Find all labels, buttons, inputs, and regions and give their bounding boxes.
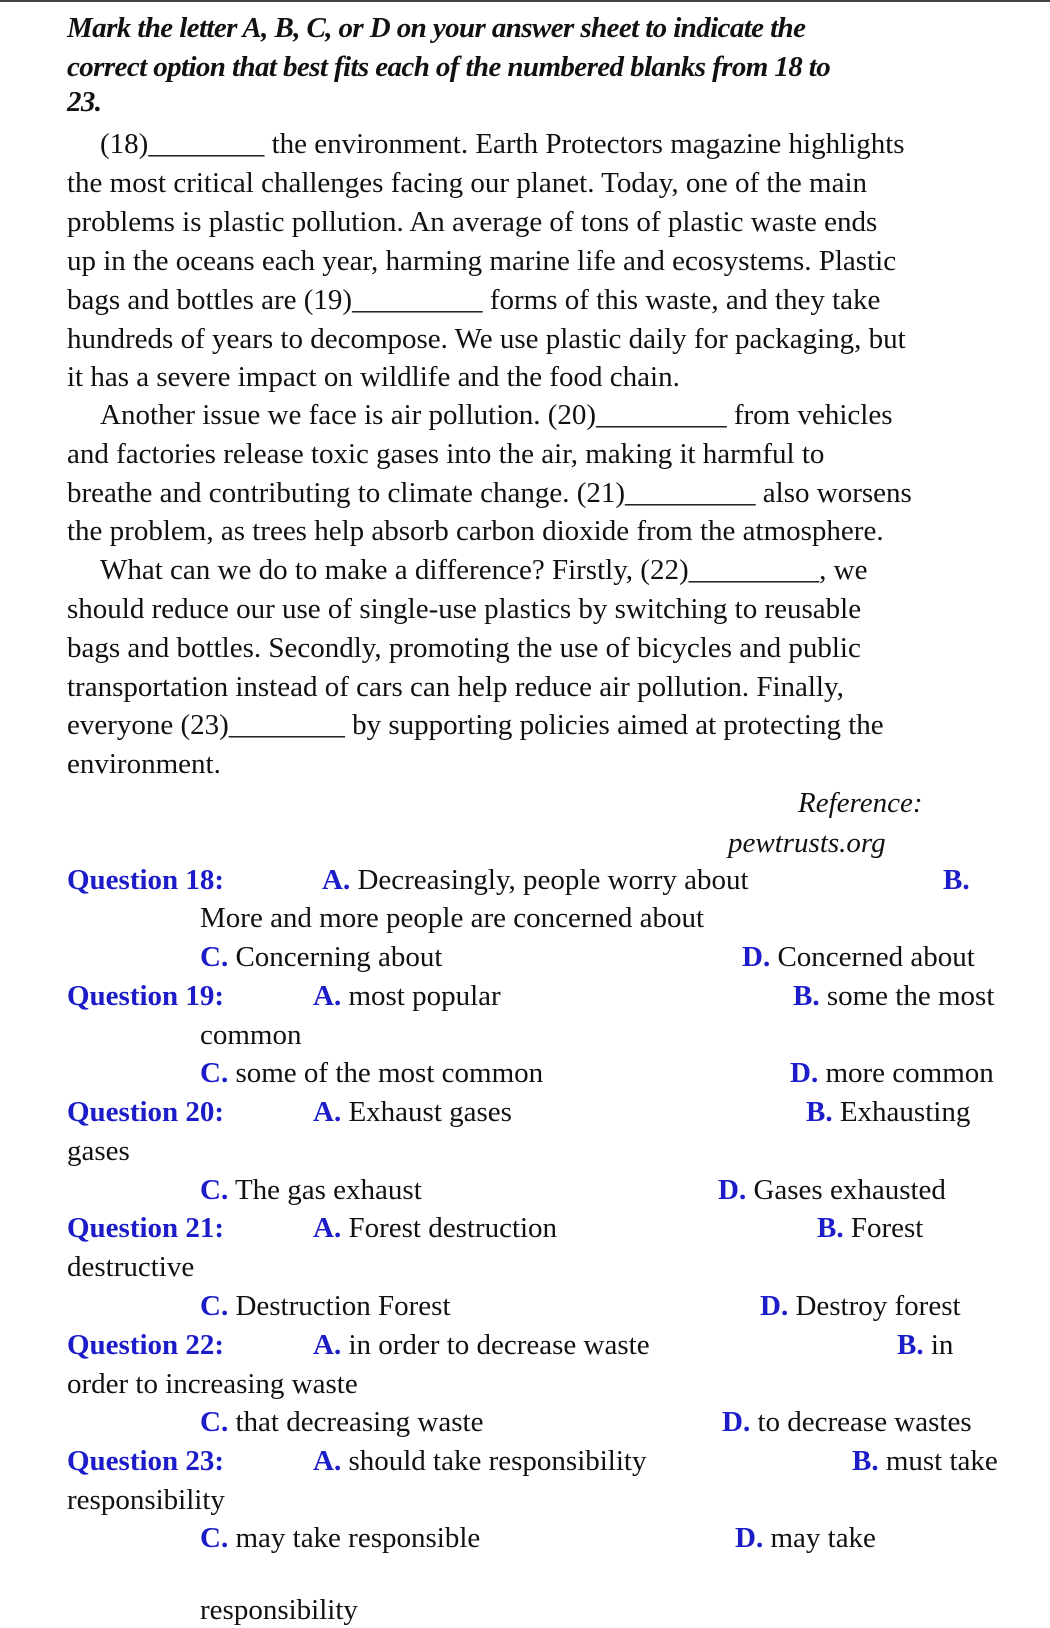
option-a[interactable]: A. Forest destruction [313, 1212, 558, 1244]
option-d[interactable]: D. to decrease wastes [722, 1406, 972, 1438]
option-a[interactable]: A. Exhaust gases [313, 1096, 512, 1128]
question-label: Question 20: [67, 1096, 225, 1128]
option-d[interactable]: D. Destroy forest [760, 1290, 961, 1322]
option-a[interactable]: A. in order to decrease waste [313, 1329, 650, 1361]
option-b-wrap[interactable]: destructive [67, 1251, 195, 1283]
passage-line: hundreds of years to decompose. We use plastic daily for packaging, but [67, 323, 906, 355]
passage-line: up in the oceans each year, harming marine life and ecosystems. Plastic [67, 245, 897, 277]
passage-line: breathe and contributing to climate change. (21)_________ also worsens [67, 477, 912, 509]
reference-source: pewtrusts.org [728, 827, 886, 859]
option-b-wrap[interactable]: order to increasing waste [67, 1368, 358, 1400]
passage-line: Another issue we face is air pollution. (20)_________ from vehicles [100, 399, 893, 431]
passage-line: bags and bottles. Secondly, promoting the use of bicycles and public [67, 632, 861, 664]
option-b[interactable]: B. Forest [817, 1212, 924, 1244]
option-b-wrap[interactable]: responsibility [67, 1484, 225, 1516]
option-c[interactable]: C. The gas exhaust [200, 1174, 422, 1206]
question-label: Question 21: [67, 1212, 225, 1244]
instruction-line: 23. [67, 86, 102, 118]
option-b[interactable]: B. some the most [793, 980, 995, 1012]
option-c[interactable]: C. that decreasing waste [200, 1406, 484, 1438]
passage-line: the most critical challenges facing our planet. Today, one of the main [67, 167, 868, 199]
option-d-wrap-cutoff: responsibility [200, 1594, 358, 1626]
option-b[interactable]: B. must take [852, 1445, 998, 1477]
option-b[interactable]: B. in [897, 1329, 954, 1361]
option-b-wrap[interactable]: gases [67, 1135, 130, 1167]
option-c[interactable]: C. some of the most common [200, 1057, 544, 1089]
passage-line: transportation instead of cars can help reduce air pollution. Finally, [67, 671, 844, 703]
passage-line: it has a severe impact on wildlife and the food chain. [67, 361, 680, 393]
option-c[interactable]: C. may take responsible [200, 1522, 481, 1554]
passage-line: the problem, as trees help absorb carbon dioxide from the atmosphere. [67, 515, 884, 547]
passage-line: (18)________ the environment. Earth Protectors magazine highlights [100, 128, 905, 160]
passage-line: environment. [67, 748, 221, 780]
option-c[interactable]: C. Concerning about [200, 941, 443, 973]
option-b[interactable]: B. Exhausting [806, 1096, 971, 1128]
option-a[interactable]: A. Decreasingly, people worry about [322, 864, 749, 896]
option-a[interactable]: A. most popular [313, 980, 501, 1012]
instruction-line: correct option that best fits each of the numbered blanks from 18 to [67, 51, 831, 83]
passage-line: problems is plastic pollution. An average of tons of plastic waste ends [67, 206, 878, 238]
passage-line: bags and bottles are (19)_________ forms of this waste, and they take [67, 284, 881, 316]
passage-line: everyone (23)________ by supporting policies aimed at protecting the [67, 709, 884, 741]
option-d[interactable]: D. more common [790, 1057, 994, 1089]
option-d[interactable]: D. may take [735, 1522, 876, 1554]
option-c[interactable]: C. Destruction Forest [200, 1290, 451, 1322]
option-b-wrap[interactable]: common [200, 1019, 302, 1051]
question-label: Question 19: [67, 980, 225, 1012]
question-label: Question 18: [67, 864, 225, 896]
option-b-text[interactable]: More and more people are concerned about [200, 902, 705, 934]
passage-line: What can we do to make a difference? Firstly, (22)_________, we [100, 554, 868, 586]
reference-label: Reference: [798, 787, 923, 819]
question-label: Question 22: [67, 1329, 225, 1361]
passage-line: should reduce our use of single-use plastics by switching to reusable [67, 593, 862, 625]
instruction-line: Mark the letter A, B, C, or D on your answer sheet to indicate the [67, 12, 806, 44]
question-label: Question 23: [67, 1445, 225, 1477]
option-b[interactable]: B. [943, 864, 970, 896]
option-d[interactable]: D. Gases exhausted [718, 1174, 946, 1206]
passage-line: and factories release toxic gases into the air, making it harmful to [67, 438, 825, 470]
option-a[interactable]: A. should take responsibility [313, 1445, 647, 1477]
option-d[interactable]: D. Concerned about [742, 941, 975, 973]
top-border [0, 0, 1050, 2]
